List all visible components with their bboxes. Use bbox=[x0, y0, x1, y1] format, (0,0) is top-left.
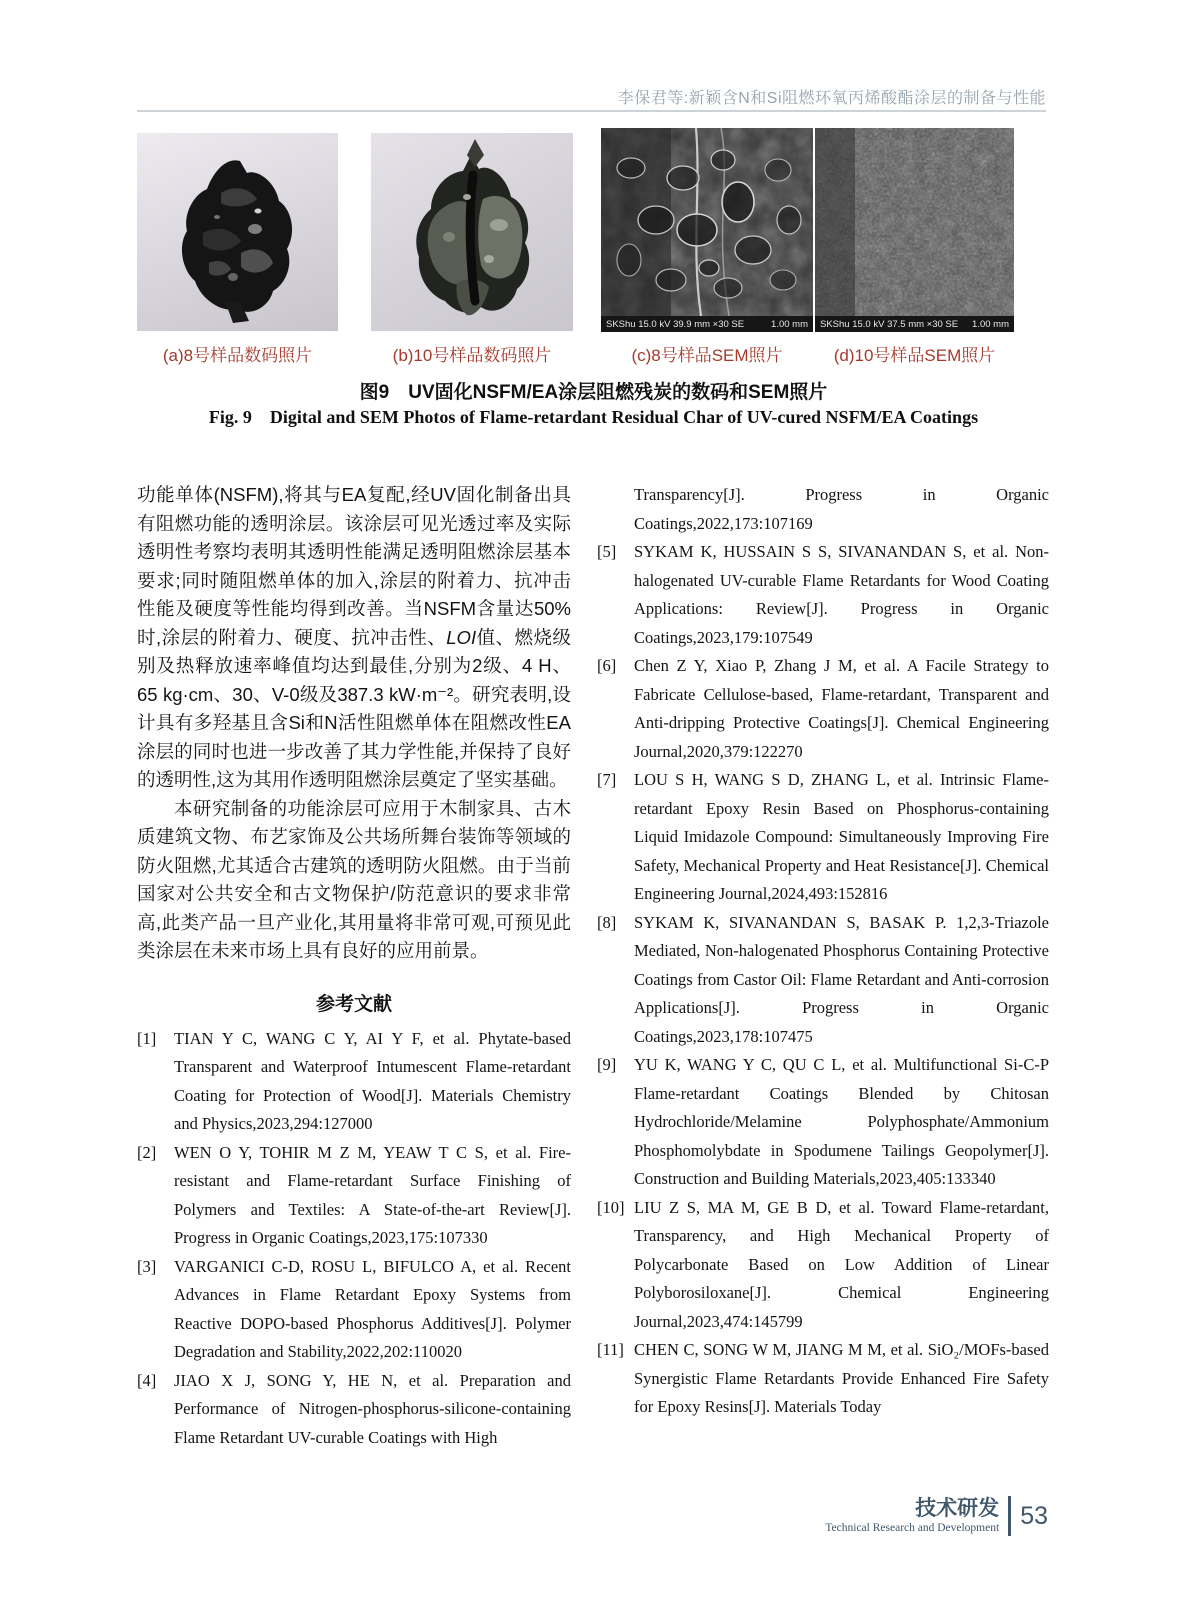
paragraph-text: 功能单体(NSFM),将其与EA复配,经UV固化制备出具有阻燃功能的透明涂层。该涂层可见光透过率及实际透明性考察均表明其透明性能满足透明阻燃涂层基本要求;同时随阻燃单体的加入,涂层的附着力、抗冲击性能及硬度等性能均得到改善。当NSFM含量达50%时,涂层的附着力、硬度、抗冲击性、 bbox=[137, 484, 571, 648]
loi-italic: LOI bbox=[446, 626, 477, 648]
reference-number: [1] bbox=[137, 1028, 157, 1048]
reference-number: [6] bbox=[597, 656, 617, 675]
reference-item-5 bbox=[597, 538, 1049, 652]
digital-photo-sample10 bbox=[371, 133, 573, 331]
reference-item-1 bbox=[137, 1025, 571, 1139]
sem-settings-text: SKShu 15.0 kV 37.5 mm ×30 SE bbox=[820, 318, 959, 330]
sem-porous-texture bbox=[601, 128, 813, 316]
reference-item-2 bbox=[137, 1139, 571, 1253]
sem-photo-sample8 bbox=[601, 128, 813, 332]
reference-item-8 bbox=[597, 909, 1049, 1052]
right-column bbox=[597, 481, 1049, 1422]
reference-number: [3] bbox=[137, 1256, 157, 1276]
digital-photo-sample8 bbox=[137, 133, 338, 331]
reference-number: [2] bbox=[137, 1142, 157, 1162]
char-lump-illustration bbox=[137, 133, 338, 331]
reference-item-7 bbox=[597, 766, 1049, 909]
figure-caption-en: Fig. 9 Digital and SEM Photos of Flame-retardant Residual Char of UV-cured NSFM/EA Coatings bbox=[208, 407, 979, 427]
reference-text: CHEN C, SONG W M, JIANG M M, et al. SiO₂/MOFs-based Synergistic Flame Retardants Provide Enhanced Fire Safety for Epoxy Resins[J]. Materials Today bbox=[634, 1340, 1049, 1416]
footer-divider-bar bbox=[1008, 1496, 1011, 1536]
sem-photo-sample10 bbox=[815, 128, 1014, 332]
reference-item-6 bbox=[597, 652, 1049, 766]
reference-item-3 bbox=[137, 1253, 571, 1367]
footer-section-zh: 技术研发 bbox=[915, 1497, 1000, 1520]
reference-item-10 bbox=[597, 1194, 1049, 1337]
body-paragraph-1 bbox=[137, 481, 571, 795]
sem-scale-text: 1.00 mm bbox=[972, 318, 1009, 330]
sem-granular-texture bbox=[815, 128, 1014, 316]
char-lump-illustration bbox=[371, 133, 573, 331]
reference-text: LIU Z S, MA M, GE B D, et al. Toward Flame-retardant, Transparency, and High Mechanical Property of Polycarbonate Based on Low Addition of Linear Polyborosiloxane[J]. Chemical Engineering Journal,2023,474:145799 bbox=[634, 1197, 1049, 1331]
figure-caption-zh: 图9 UV固化NSFM/EA涂层阻燃残炭的数码和SEM照片 bbox=[359, 382, 828, 403]
left-column bbox=[137, 481, 571, 1452]
reference-item-9 bbox=[597, 1051, 1049, 1194]
reference-item-4-continued bbox=[597, 481, 1049, 538]
reference-item-11 bbox=[597, 1336, 1049, 1422]
page-number: 53 bbox=[1020, 1501, 1048, 1530]
photo-caption-a: (a)8号样品数码照片 bbox=[162, 346, 313, 365]
reference-text: LOU S H, WANG S D, ZHANG L, et al. Intrinsic Flame-retardant Epoxy Resin Based on Phosphorus-containing Liquid Imidazole Compound: Simultaneously Improving Fire Safety, Mechanical Property and Heat Resistance[J]. Chemical Engineering Journal,2024,493:152816 bbox=[634, 770, 1049, 903]
photo-caption-c: (c)8号样品SEM照片 bbox=[631, 346, 783, 365]
reference-number: [10] bbox=[597, 1197, 625, 1217]
reference-text: WEN O Y, TOHIR M Z M, YEAW T C S, et al. Fire-resistant and Flame-retardant Surface Finishing of Polymers and Textiles: A State-of-the-art Review[J]. Progress in Organic Coatings,2023,175:107330 bbox=[174, 1142, 571, 1247]
reference-text: SYKAM K, SIVANANDAN S, BASAK P. 1,2,3-Triazole Mediated, Non-halogenated Phosphorus Containing Protective Coatings from Castor Oil: Flame Retardant and Anti-corrosion Applications[J]. Progress in Organic Coatings,2023,178:107475 bbox=[634, 912, 1049, 1046]
footer-section-labels bbox=[825, 1497, 999, 1535]
reference-text: Transparency[J]. Progress in Organic Coatings,2022,173:107169 bbox=[634, 485, 1049, 533]
reference-number: [4] bbox=[137, 1370, 157, 1390]
reference-text: VARGANICI C-D, ROSU L, BIFULCO A, et al. Recent Advances in Flame Retardant Epoxy Systems from Reactive DOPO-based Phosphorus Additives[J]. Polymer Degradation and Stability,2022,202:110020 bbox=[174, 1256, 571, 1361]
running-head: 李保君等:新颖含N和Si阻燃环氧丙烯酸酯涂层的制备与性能 bbox=[617, 90, 1046, 107]
reference-number: [7] bbox=[597, 770, 617, 789]
references-heading: 参考文献 bbox=[315, 993, 392, 1015]
paragraph-text: 值、燃烧级别及热释放速率峰值均达到最佳,分别为2级、4 H、65 kg·cm、30、V-0级及387.3 kW·m⁻²。研究表明,设计具有多羟基且含Si和N活性阻燃单体在阻燃改性EA涂层的同时也进一步改善了其力学性能,并保持了良好的透明性,这为其用作透明阻燃涂层奠定了坚实基础。 bbox=[137, 626, 571, 790]
reference-text: TIAN Y C, WANG C Y, AI Y F, et al. Phytate-based Transparent and Waterproof Intumescent Flame-retardant Coating for Protection of Wood[J]. Materials Chemistry and Physics,2023,294:127000 bbox=[174, 1028, 571, 1133]
reference-text: Chen Z Y, Xiao P, Zhang J M, et al. A Facile Strategy to Fabricate Cellulose-based, Flame-retardant, Transparent and Anti-dripping Protective Coatings[J]. Chemical Engineering Journal,2020,379:122270 bbox=[634, 656, 1049, 761]
photo-caption-b: (b)10号样品数码照片 bbox=[392, 346, 552, 365]
reference-number: [9] bbox=[597, 1055, 617, 1074]
photo-caption-d: (d)10号样品SEM照片 bbox=[833, 346, 996, 365]
sem-info-bar bbox=[601, 316, 813, 332]
sem-settings-text: SKShu 15.0 kV 39.9 mm ×30 SE bbox=[606, 318, 745, 330]
header-rule bbox=[137, 110, 1046, 112]
reference-number: [8] bbox=[597, 912, 617, 932]
reference-number: [11] bbox=[597, 1340, 624, 1359]
sem-info-bar bbox=[815, 316, 1014, 332]
body-paragraph-2: 本研究制备的功能涂层可应用于木制家具、古木质建筑文物、布艺家饰及公共场所舞台装饰等领域的防火阻燃,尤其适合古建筑的透明防火阻燃。由于当前国家对公共安全和古文物保护/防范意识的要求非常高,此类产品一旦产业化,其用量将非常可观,可预见此类涂层在未来市场上具有良好的应用前景。 bbox=[137, 797, 571, 961]
footer-section-en: Technical Research and Development bbox=[825, 1522, 1000, 1534]
reference-text: JIAO X J, SONG Y, HE N, et al. Preparation and Performance of Nitrogen-phosphorus-silicone-containing Flame Retardant UV-curable Coatings with High bbox=[174, 1370, 571, 1447]
reference-text: SYKAM K, HUSSAIN S S, SIVANANDAN S, et al. Non-halogenated UV-curable Flame Retardants for Wood Coating Applications: Review[J]. Progress in Organic Coatings,2023,179:107549 bbox=[634, 542, 1049, 647]
sem-scale-text: 1.00 mm bbox=[771, 318, 808, 330]
reference-item-4 bbox=[137, 1367, 571, 1453]
reference-number: [5] bbox=[597, 542, 617, 561]
reference-text: YU K, WANG Y C, QU C L, et al. Multifunctional Si-C-P Flame-retardant Coatings Blended by Chitosan Hydrochloride/Melamine Polyphosphate/Ammonium Phosphomolybdate in Spodumene Tailings Geopolymer[J]. Construction and Building Materials,2023,405:133340 bbox=[634, 1055, 1049, 1188]
page-footer bbox=[825, 1496, 1048, 1536]
